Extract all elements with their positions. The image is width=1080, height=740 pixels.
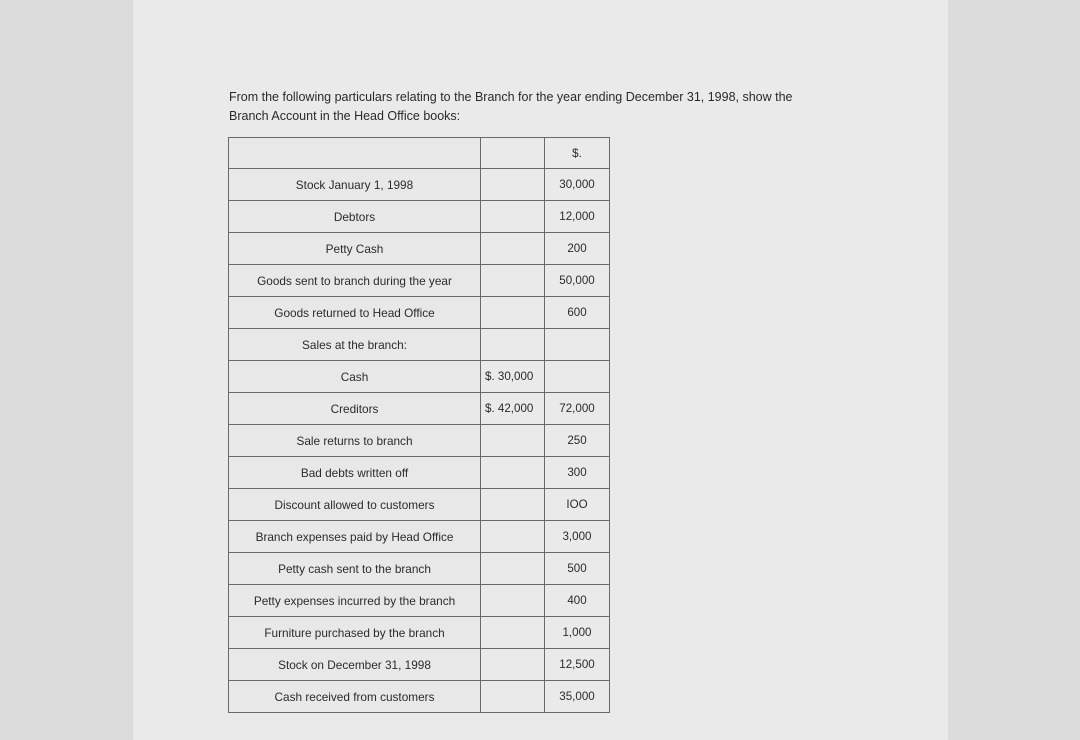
table-header-row <box>229 138 610 169</box>
subamount-cell <box>481 681 545 713</box>
table-row <box>229 521 610 553</box>
amount-cell <box>545 361 610 393</box>
particular-cell: Stock January 1, 1998 <box>229 169 481 201</box>
particular-cell: Petty cash sent to the branch <box>229 553 481 585</box>
header-particulars-cell <box>229 138 481 169</box>
subamount-cell <box>481 457 545 489</box>
particular-cell: Creditors <box>229 393 481 425</box>
subamount-cell: $. 42,000 <box>481 393 545 425</box>
subamount-cell <box>481 169 545 201</box>
table-row <box>229 169 610 201</box>
table-row <box>229 649 610 681</box>
particular-cell: Goods sent to branch during the year <box>229 265 481 297</box>
subamount-cell: $. 30,000 <box>481 361 545 393</box>
header-currency-cell: $. <box>545 138 610 169</box>
subamount-cell <box>481 521 545 553</box>
table-row <box>229 265 610 297</box>
particular-cell: Petty expenses incurred by the branch <box>229 585 481 617</box>
table-row <box>229 553 610 585</box>
particular-cell: Bad debts written off <box>229 457 481 489</box>
particular-cell: Goods returned to Head Office <box>229 297 481 329</box>
amount-cell: 300 <box>545 457 610 489</box>
table-row <box>229 297 610 329</box>
amount-cell: 1,000 <box>545 617 610 649</box>
subamount-cell <box>481 585 545 617</box>
table-row <box>229 585 610 617</box>
table-row <box>229 617 610 649</box>
table-row <box>229 233 610 265</box>
particular-cell: Branch expenses paid by Head Office <box>229 521 481 553</box>
table-row <box>229 489 610 521</box>
table-row <box>229 425 610 457</box>
amount-cell: 400 <box>545 585 610 617</box>
header-subamount-cell <box>481 138 545 169</box>
table-row <box>229 457 610 489</box>
particular-cell: Sale returns to branch <box>229 425 481 457</box>
particular-cell: Furniture purchased by the branch <box>229 617 481 649</box>
subamount-cell <box>481 489 545 521</box>
particular-cell: Cash received from customers <box>229 681 481 713</box>
amount-cell: 500 <box>545 553 610 585</box>
question-line-2: Branch Account in the Head Office books: <box>229 109 461 123</box>
subamount-cell <box>481 329 545 361</box>
amount-cell: 30,000 <box>545 169 610 201</box>
amount-cell: 3,000 <box>545 521 610 553</box>
question-line-1: From the following particulars relating to the Branch for the year ending December 31, 1998, show the <box>229 90 793 104</box>
amount-cell: 250 <box>545 425 610 457</box>
amount-cell: 72,000 <box>545 393 610 425</box>
table-row <box>229 681 610 713</box>
question-text <box>229 88 869 126</box>
subamount-cell <box>481 553 545 585</box>
table-row <box>229 361 610 393</box>
subamount-cell <box>481 201 545 233</box>
subamount-cell <box>481 425 545 457</box>
amount-cell: 600 <box>545 297 610 329</box>
subamount-cell <box>481 265 545 297</box>
amount-cell: IOO <box>545 489 610 521</box>
amount-cell: 35,000 <box>545 681 610 713</box>
subamount-cell <box>481 649 545 681</box>
particular-cell: Sales at the branch: <box>229 329 481 361</box>
table-row <box>229 329 610 361</box>
amount-cell: 200 <box>545 233 610 265</box>
amount-cell: 12,500 <box>545 649 610 681</box>
amount-cell: 50,000 <box>545 265 610 297</box>
subamount-cell <box>481 297 545 329</box>
particular-cell: Cash <box>229 361 481 393</box>
particular-cell: Petty Cash <box>229 233 481 265</box>
amount-cell: 12,000 <box>545 201 610 233</box>
particular-cell: Debtors <box>229 201 481 233</box>
subamount-cell <box>481 617 545 649</box>
table-row <box>229 201 610 233</box>
amount-cell <box>545 329 610 361</box>
particular-cell: Discount allowed to customers <box>229 489 481 521</box>
particular-cell: Stock on December 31, 1998 <box>229 649 481 681</box>
table-row <box>229 393 610 425</box>
branch-particulars-table <box>228 137 610 713</box>
subamount-cell <box>481 233 545 265</box>
